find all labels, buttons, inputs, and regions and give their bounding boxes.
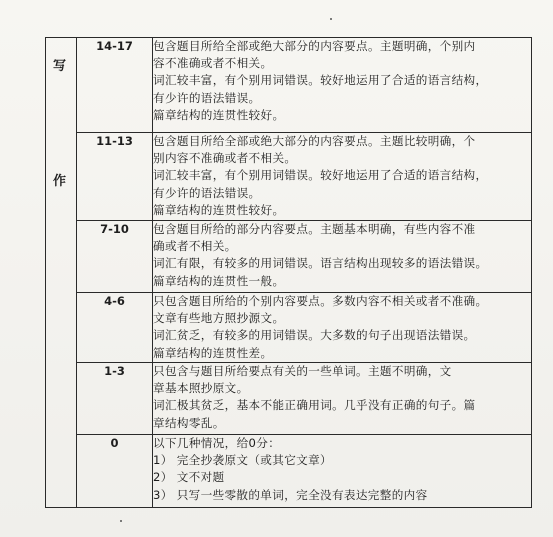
- category-char-xie: 写: [53, 59, 67, 74]
- criteria-line: 1） 完全抄袭原文（或其它文章）: [153, 453, 332, 468]
- score-range: 14-17: [77, 38, 153, 133]
- table-row: [46, 363, 532, 435]
- criteria-line: 3） 只写一些零散的单词，完全没有表达完整的内容: [153, 487, 428, 502]
- scan-speck: [120, 520, 122, 522]
- table-row: [46, 435, 532, 508]
- table-row: [46, 293, 532, 363]
- criteria-line: 文章有些地方照抄源文。: [153, 311, 285, 326]
- criteria-line: 词汇较丰富，有个别用词错误。较好地运用了合适的语言结构，: [153, 168, 488, 183]
- score-range: 11-13: [77, 133, 153, 221]
- category-cell: [46, 38, 77, 133]
- category-char-zuo: 作: [53, 173, 67, 189]
- criteria-line: 篇章结构的连贯性较好。: [153, 107, 285, 122]
- score-range: 4-6: [77, 293, 153, 363]
- criteria-line: 章基本照抄原文。: [153, 381, 249, 396]
- category-cell: [46, 133, 77, 221]
- criteria-description: [153, 435, 532, 508]
- criteria-line: 词汇极其贫乏，基本不能正确用词。几乎没有正确的句子。篇: [153, 398, 476, 413]
- criteria-line: 只包含题目所给的个别内容要点。多数内容不相关或者不准确。: [153, 294, 488, 308]
- criteria-line: 词汇较丰富，有个别用词错误。较好地运用了合适的语言结构，: [153, 73, 488, 88]
- score-range: 7-10: [77, 221, 153, 293]
- criteria-line: 2） 文不对题: [153, 470, 225, 485]
- category-cell: [46, 293, 77, 363]
- criteria-line: 别内容不准确或者不相关。: [153, 151, 297, 166]
- table-row: [46, 38, 532, 133]
- category-cell: [46, 221, 77, 293]
- category-cell: [46, 435, 77, 508]
- score-range: 0: [77, 435, 153, 508]
- criteria-line: 只包含与题目所给要点有关的一些单词。主题不明确，文: [153, 364, 452, 378]
- score-range: 1-3: [77, 363, 153, 435]
- table-row: [46, 221, 532, 293]
- criteria-description: [153, 293, 532, 363]
- criteria-line: 篇章结构的连贯性一般。: [153, 273, 285, 288]
- criteria-line: 以下几种情况，给0分：: [153, 436, 281, 450]
- criteria-description: [153, 363, 532, 435]
- criteria-description: [153, 133, 532, 221]
- criteria-line: 包含题目所给全部或绝大部分的内容要点。主题明确，个别内: [153, 39, 476, 53]
- category-cell: [46, 363, 77, 435]
- criteria-line: 确或者不相关。: [153, 239, 237, 254]
- criteria-line: 词汇有限，有较多的用词错误。语言结构出现较多的语法错误。: [153, 256, 488, 271]
- criteria-line: 篇章结构的连贯性差。: [153, 345, 273, 360]
- criteria-line: 容不准确或者不相关。: [153, 56, 273, 71]
- writing-rubric-table: [45, 37, 532, 508]
- criteria-line: 包含题目所给全部或绝大部分的内容要点。主题比较明确，个: [153, 134, 476, 148]
- criteria-description: [153, 38, 532, 133]
- criteria-line: 词汇贫乏，有较多的用词错误。大多数的句子出现语法错误。: [153, 328, 476, 343]
- criteria-line: 章结构零乱。: [153, 415, 225, 430]
- criteria-line: 有少许的语法错误。: [153, 90, 261, 105]
- criteria-line: 有少许的语法错误。: [153, 185, 261, 200]
- criteria-line: 包含题目所给的部分内容要点。主题基本明确，有些内容不准: [153, 222, 476, 236]
- table-row: [46, 133, 532, 221]
- criteria-description: [153, 221, 532, 293]
- scan-speck: [330, 18, 332, 20]
- criteria-line: 篇章结构的连贯性较好。: [153, 202, 285, 217]
